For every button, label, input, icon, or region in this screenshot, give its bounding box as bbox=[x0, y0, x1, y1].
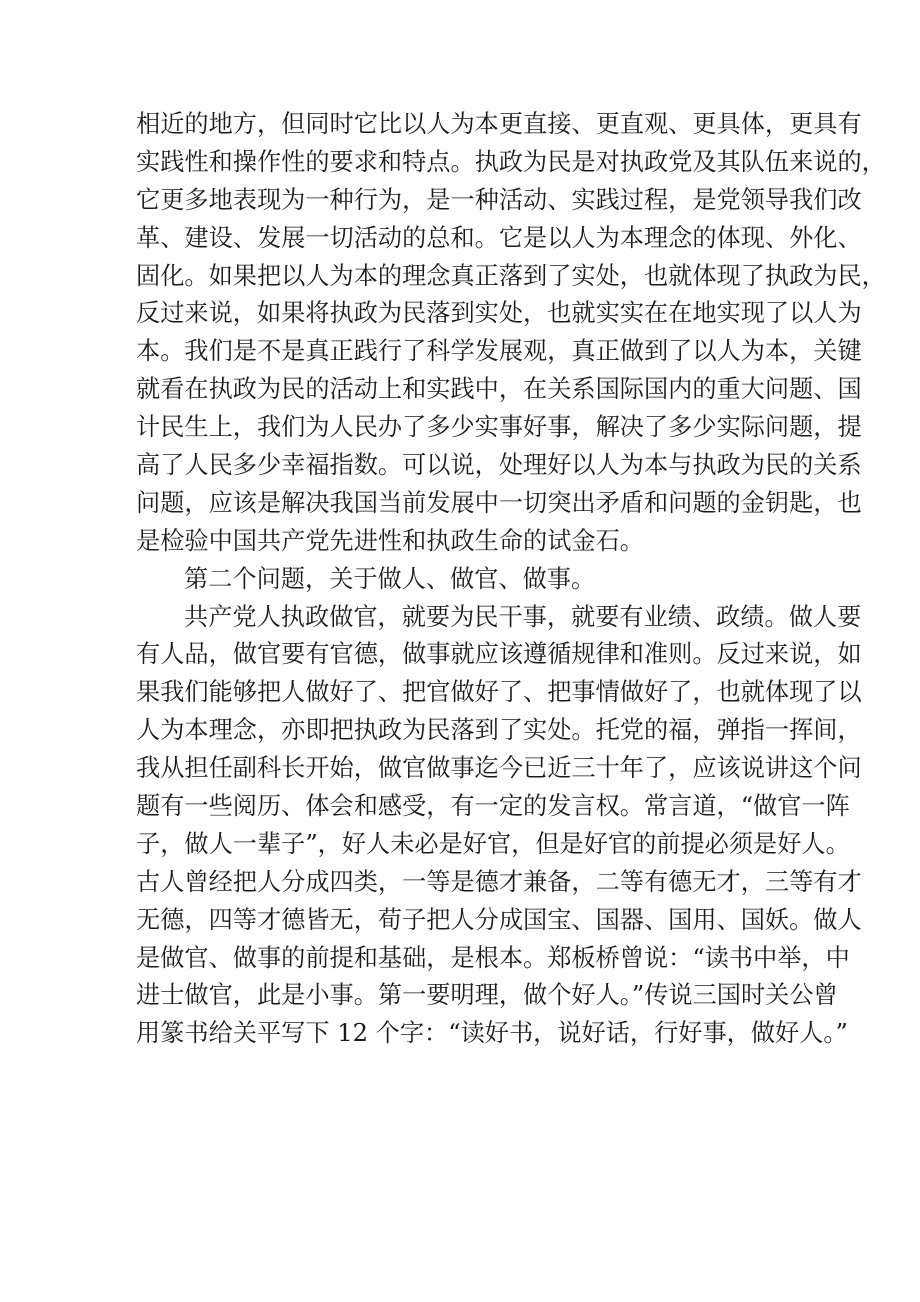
text-line-7: 本。我们是不是真正践行了科学发展观，真正做到了以人为本，关键 bbox=[136, 337, 862, 366]
text-line-14: 共产党人执政做官，就要为民干事，就要有业绩、政绩。做人要 bbox=[184, 602, 862, 631]
text-line-15: 有人品，做官要有官德，做事就应该遵循规律和准则。反过来说，如 bbox=[136, 640, 862, 669]
text-line-22: 无德，四等才德皆无，荀子把人分成国宝、国器、国用、国妖。做人 bbox=[136, 905, 862, 934]
document-body bbox=[136, 106, 886, 1053]
text-line-3: 它更多地表现为一种行为，是一种活动、实践过程，是党领导我们改 bbox=[136, 185, 862, 214]
text-line-18: 我从担任副科长开始，做官做事迄今已近三十年了，应该说讲这个问 bbox=[136, 754, 862, 783]
text-line-24: 进士做官，此是小事。第一要明理，做个好人。”传说三国时关公曾 bbox=[136, 981, 838, 1010]
text-line-8: 就看在执政为民的活动上和实践中，在关系国际国内的重大问题、国 bbox=[136, 375, 862, 404]
text-line-2: 实践性和操作性的要求和特点。执政为民是对执政党及其队伍来说的， bbox=[136, 147, 886, 176]
text-line-25: 用篆书给关平写下 12 个字：“读好书，说好话，行好事，做好人。” bbox=[136, 1019, 848, 1048]
text-line-9: 计民生上，我们为人民办了多少实事好事，解决了多少实际问题，提 bbox=[136, 413, 862, 442]
text-line-17: 人为本理念，亦即把执政为民落到了实处。托党的福，弹指一挥间， bbox=[136, 716, 862, 745]
text-line-11: 问题，应该是解决我国当前发展中一切突出矛盾和问题的金钥匙，也 bbox=[136, 488, 862, 517]
text-line-19: 题有一些阅历、体会和感受，有一定的发言权。常言道，“做官一阵 bbox=[136, 792, 850, 821]
text-line-10: 高了人民多少幸福指数。可以说，处理好以人为本与执政为民的关系 bbox=[136, 451, 862, 480]
text-line-16: 果我们能够把人做好了、把官做好了、把事情做好了，也就体现了以 bbox=[136, 678, 862, 707]
section-heading: 第二个问题，关于做人、做官、做事。 bbox=[184, 564, 596, 593]
text-line-1: 相近的地方，但同时它比以人为本更直接、更直观、更具体，更具有 bbox=[136, 110, 862, 138]
text-line-4: 革、建设、发展一切活动的总和。它是以人为本理念的体现、外化、 bbox=[136, 223, 862, 252]
text-line-12: 是检验中国共产党先进性和执政生命的试金石。 bbox=[136, 526, 644, 555]
text-line-6: 反过来说，如果将执政为民落到实处，也就实实在在地实现了以人为 bbox=[136, 299, 862, 328]
text-line-21: 古人曾经把人分成四类，一等是德才兼备，二等有德无才，三等有才 bbox=[136, 867, 862, 896]
text-line-20: 子，做人一辈子”，好人未必是好官，但是好官的前提必须是好人。 bbox=[136, 829, 850, 858]
text-line-5: 固化。如果把以人为本的理念真正落到了实处，也就体现了执政为民， bbox=[136, 261, 886, 290]
text-line-23: 是做官、做事的前提和基础，是根本。郑板桥曾说：“读书中举，中 bbox=[136, 943, 850, 972]
